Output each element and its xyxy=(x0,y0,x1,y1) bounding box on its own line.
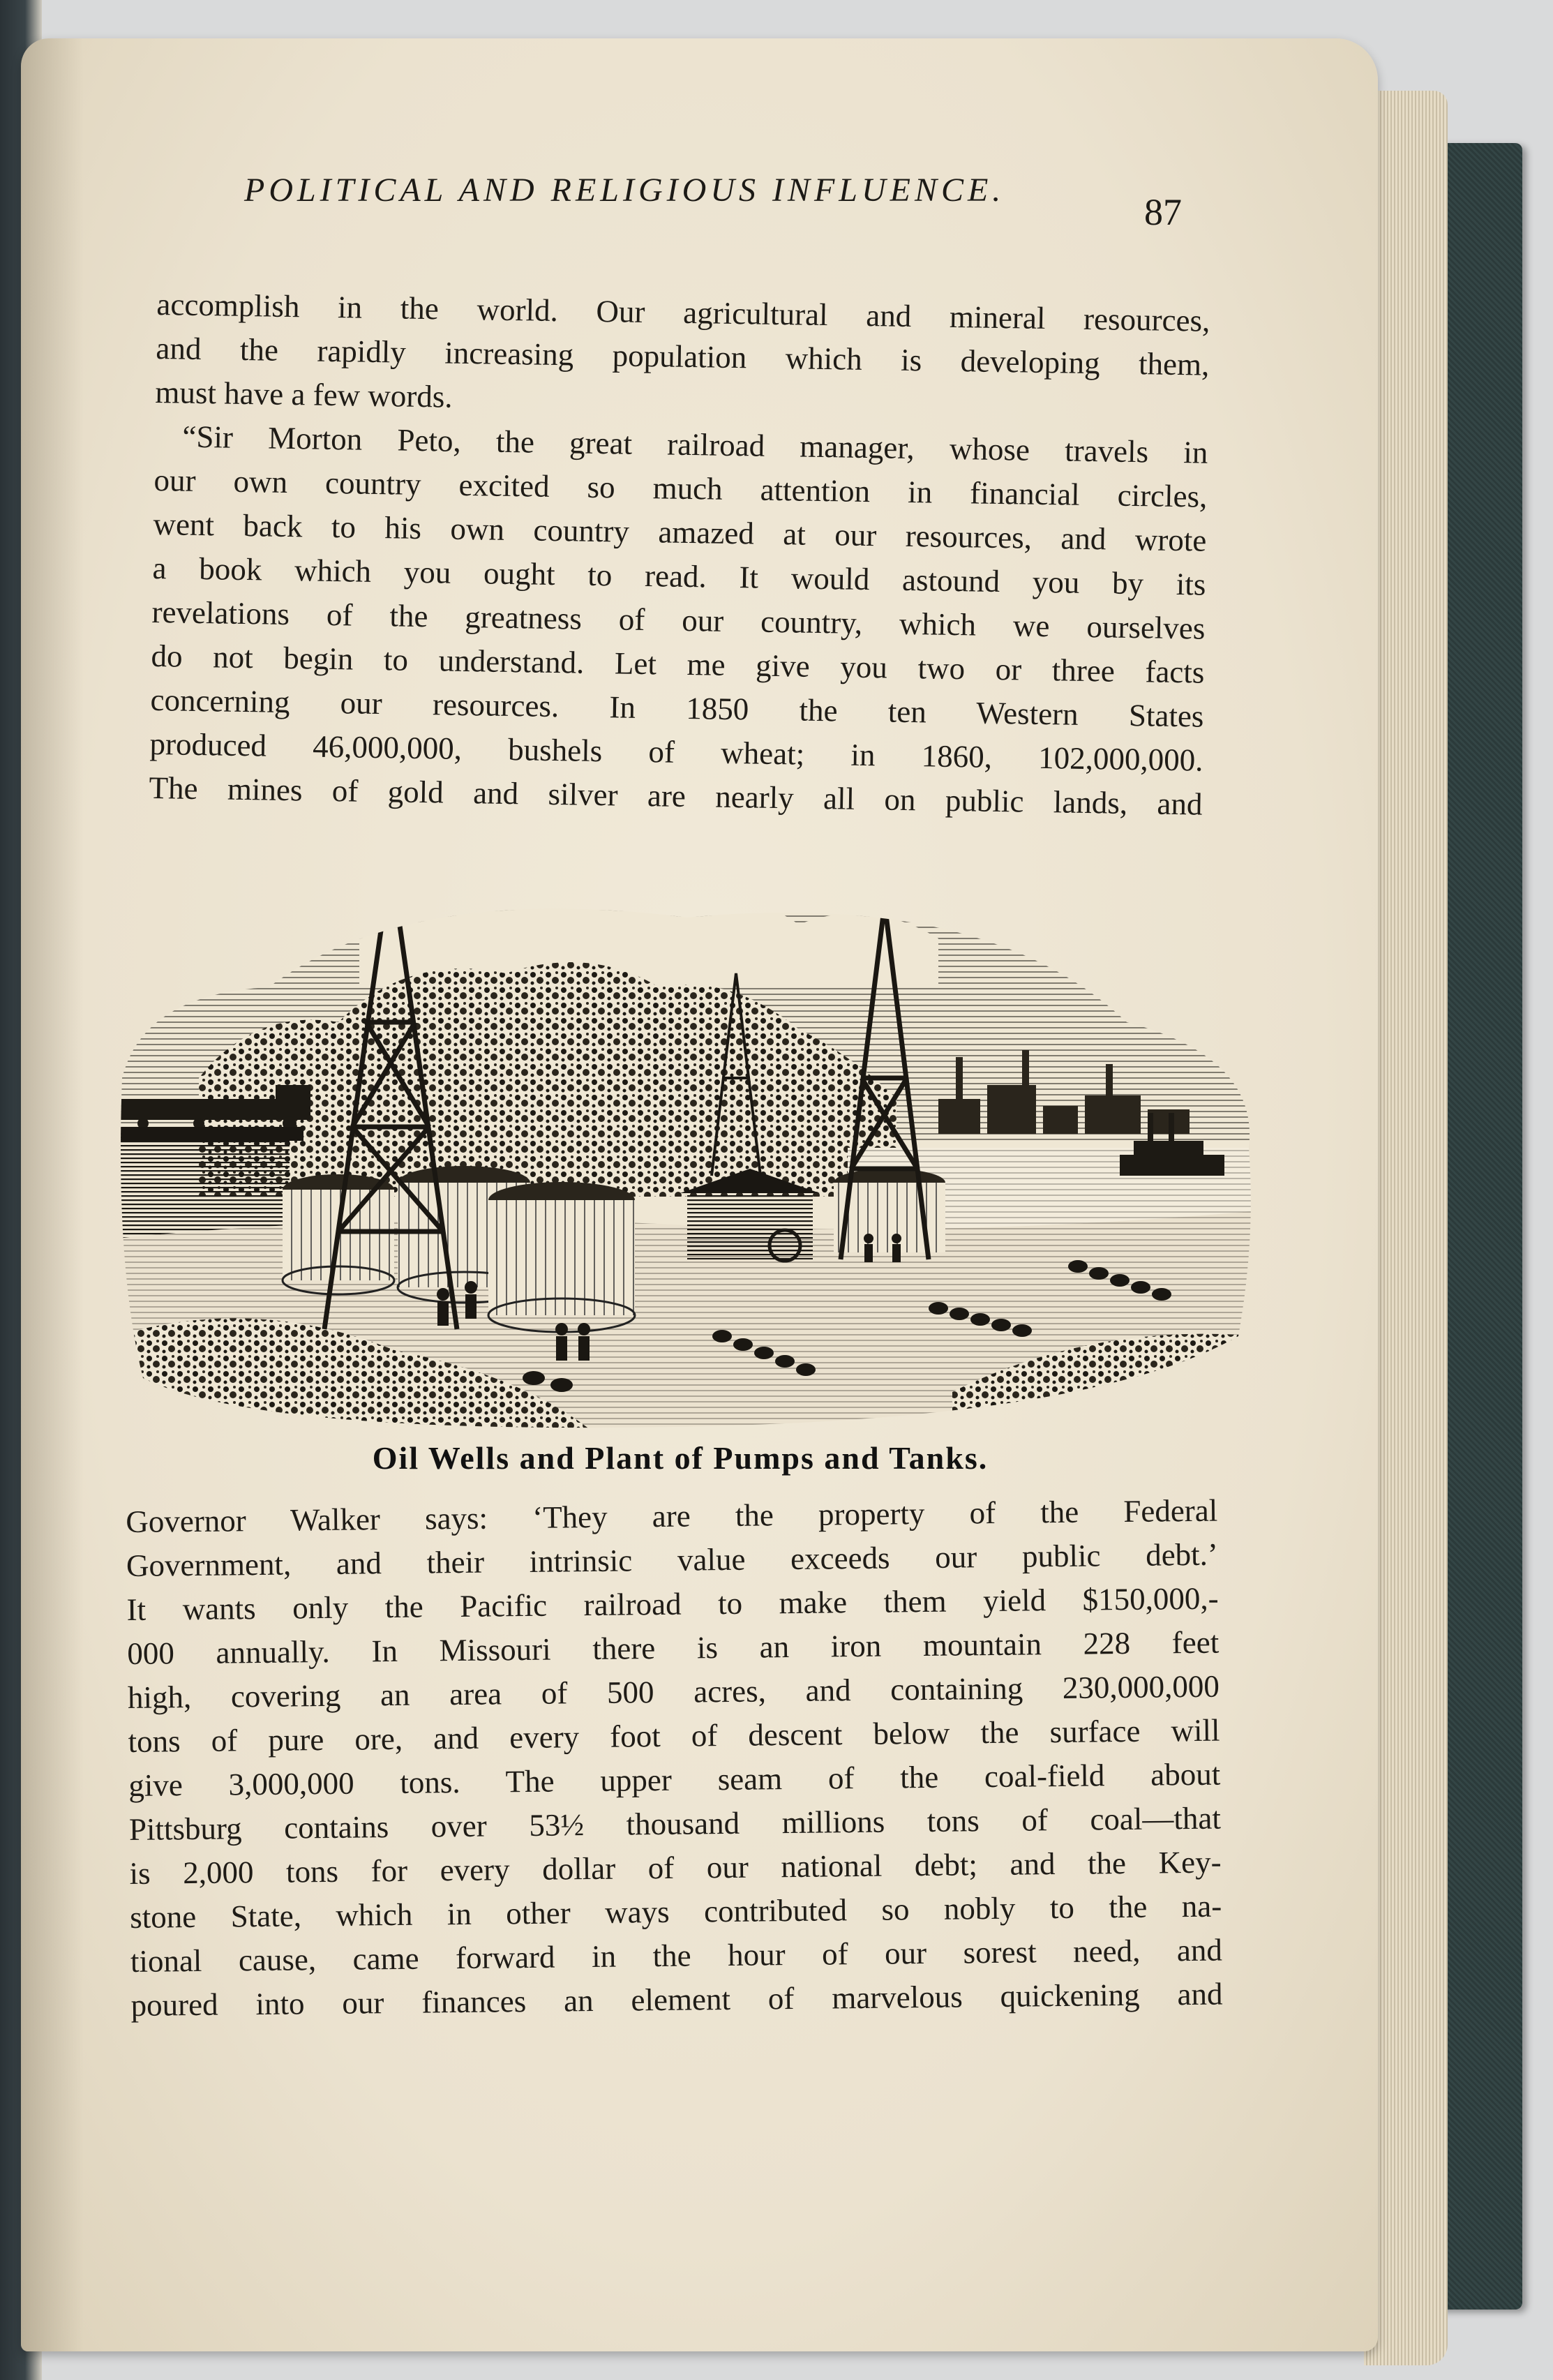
text-line: poured into our finances an element of marvelous quickening and xyxy=(130,1976,1223,2023)
text-line: do not begin to understand. Let me give you two or three facts xyxy=(151,638,1205,690)
text-line: stone State, which in other ways contributed so nobly to the na- xyxy=(130,1888,1222,1935)
text-line: accomplish in the world. Our agricultural and mineral resources, xyxy=(156,286,1210,338)
text-line: revelations of the greatness of our country, which we ourselves xyxy=(151,594,1206,646)
text-line: Governor Walker says: ‘They are the property of the Federal xyxy=(126,1492,1218,1539)
text-line: Government, and their intrinsic value exceeds our public debt.’ xyxy=(126,1536,1219,1583)
oil-wells-engraving xyxy=(115,848,1259,1441)
paragraph-bottom xyxy=(126,1489,1223,2028)
text-line: went back to his own country amazed at our resources, and wrote xyxy=(153,506,1207,558)
text-line: tional cause, came forward in the hour of our sorest need, and xyxy=(130,1932,1223,1979)
text-line: produced 46,000,000, bushels of wheat; in 1860, 102,000,000. xyxy=(149,726,1203,778)
text-line: concerning our resources. In 1850 the ten Western States xyxy=(150,682,1204,734)
text-line: and the rapidly increasing population which is developing them, xyxy=(156,330,1210,382)
text-line: high, covering an area of 500 acres, and containing 230,000,000 xyxy=(127,1668,1220,1715)
text-line: is 2,000 tons for every dollar of our national debt; and the Key- xyxy=(129,1844,1222,1891)
page-number: 87 xyxy=(1144,191,1182,233)
text-line: It wants only the Pacific railroad to make them yield $150,000,- xyxy=(126,1580,1219,1627)
text-line: must have a few words. xyxy=(155,374,453,414)
text-line: tons of pure ore, and every foot of descent below the surface will xyxy=(128,1712,1220,1759)
page-gutter-shadow xyxy=(21,38,84,2351)
running-head: POLITICAL AND RELIGIOUS INFLUENCE. xyxy=(244,172,1005,209)
text-line: Pittsburg contains over 53½ thousand millions tons of coal—that xyxy=(128,1800,1222,1847)
text-line: our own country excited so much attention in financial circles, xyxy=(153,462,1208,514)
text-line: The mines of gold and silver are nearly all on public lands, and xyxy=(149,770,1203,822)
paragraph-top xyxy=(149,283,1210,827)
text-line: give 3,000,000 tons. The upper seam of the coal-field about xyxy=(128,1756,1221,1803)
text-line: “Sir Morton Peto, the great railroad manager, whose travels in xyxy=(182,419,1208,470)
illustration-caption: Oil Wells and Plant of Pumps and Tanks. xyxy=(372,1440,989,1476)
text-line: 000 annually. In Missouri there is an iron mountain 228 feet xyxy=(127,1624,1220,1671)
text-line: a book which you ought to read. It would astound you by its xyxy=(152,550,1206,602)
